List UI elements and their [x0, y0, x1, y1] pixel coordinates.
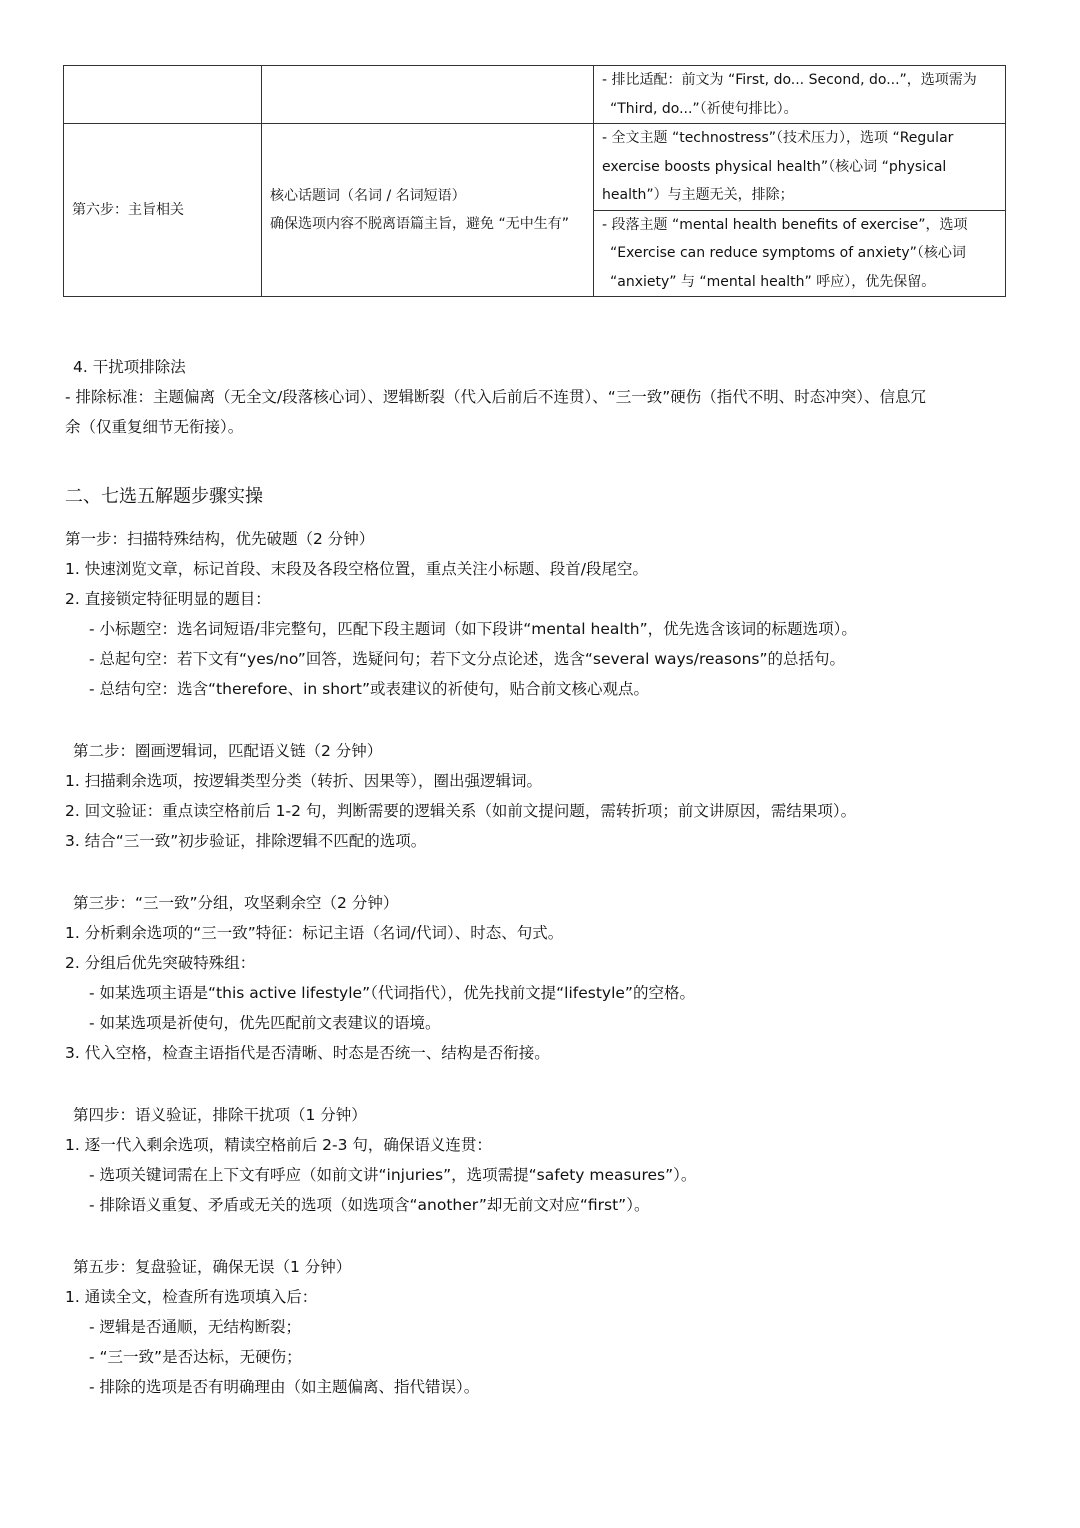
strategy-table: [63, 65, 1006, 297]
cell-line: - 段落主题 “mental health benefits of exercise”，选项: [602, 216, 968, 233]
cell-line: health”）与主题无关，排除；: [602, 187, 794, 203]
cell-line: “Exercise can reduce symptoms of anxiety”（核心词: [610, 245, 966, 261]
section-heading: 二、七选五解题步骤实操: [65, 486, 263, 507]
keyword-cell: [262, 124, 594, 297]
sub-item: - 如某选项是祈使句，优先匹配前文表建议的语境。: [89, 1014, 441, 1032]
step-3: [65, 888, 1025, 1068]
table-cell: [262, 66, 594, 124]
step-5: [65, 1252, 1025, 1402]
sub-item: - 总结句空：选含“therefore、in short”或表建议的祈使句，贴合前文核心观点。: [89, 680, 649, 698]
list-item: 3. 结合“三一致”初步验证，排除逻辑不匹配的选项。: [65, 832, 427, 850]
step-title: 第三步：“三一致”分组，攻坚剩余空（2 分钟）: [73, 894, 399, 912]
sub-item: - 选项关键词需在上下文有呼应（如前文讲“injuries”，选项需提“safety measures”）。: [89, 1166, 697, 1184]
step-title: 第二步：圈画逻辑词，匹配语义链（2 分钟）: [73, 742, 383, 760]
list-item: 1. 扫描剩余选项，按逻辑类型分类（转折、因果等），圈出强逻辑词。: [65, 772, 542, 790]
step-title: 第四步：语义验证，排除干扰项（1 分钟）: [73, 1106, 367, 1124]
step-1: [65, 524, 1025, 704]
cell-line: exercise boosts physical health”（核心词 “physical: [602, 158, 947, 175]
step-title: 第一步：扫描特殊结构，优先破题（2 分钟）: [65, 530, 375, 548]
step-name-cell: 第六步：主旨相关: [64, 124, 262, 297]
sub-item: - 排除的选项是否有明确理由（如主题偏离、指代错误）。: [89, 1378, 480, 1396]
list-item: 2. 分组后优先突破特殊组：: [65, 954, 256, 972]
paragraph-line: 余（仅重复细节无衔接）。: [65, 418, 244, 436]
step-2: [65, 736, 1025, 856]
list-item: 1. 快速浏览文章，标记首段、末段及各段空格位置，重点关注小标题、段首/段尾空。: [65, 560, 648, 578]
sub-item: - 排除语义重复、矛盾或无关的选项（如选项含“another”却无前文对应“first”）。: [89, 1196, 650, 1214]
table-cell: [594, 66, 1006, 124]
cell-line: - 排比适配：前文为 “First, do... Second, do...”，选项需为: [602, 72, 977, 88]
sub-item: - 总起句空：若下文有“yes/no”回答，选疑问句；若下文分点论述，选含“several ways/reasons”的总括句。: [89, 650, 845, 668]
step-4: [65, 1100, 1025, 1220]
cell-line: 核心话题词（名词 / 名词短语）: [270, 187, 466, 204]
list-item: 1. 分析剩余选项的“三一致”特征：标记主语（名词/代词）、时态、句式。: [65, 924, 564, 942]
cell-line: “Third, do...”（祈使句排比）。: [610, 100, 798, 117]
sub-item: - 如某选项主语是“this active lifestyle”（代词指代），优先找前文提“lifestyle”的空格。: [89, 984, 695, 1002]
sub-item: - 小标题空：选名词短语/非完整句，匹配下段主题词（如下段讲“mental health”，优先选含该词的标题选项）。: [89, 620, 857, 638]
sub-item: - 逻辑是否通顺，无结构断裂；: [89, 1318, 302, 1336]
list-item: 2. 直接锁定特征明显的题目：: [65, 590, 271, 608]
cell-line: 确保选项内容不脱离语篇主旨，避免 “无中生有”: [270, 216, 569, 232]
table-row: [64, 66, 1006, 124]
table-cell: [594, 124, 1006, 211]
section-title: 4. 干扰项排除法: [73, 358, 186, 376]
list-item: 3. 代入空格，检查主语指代是否清晰、时态是否统一、结构是否衔接。: [65, 1044, 550, 1062]
list-item: 1. 通读全文，检查所有选项填入后：: [65, 1288, 318, 1306]
cell-line: “anxiety” 与 “mental health” 呼应），优先保留。: [610, 273, 936, 290]
step-title: 第五步：复盘验证，确保无误（1 分钟）: [73, 1258, 352, 1276]
list-item: 2. 回文验证：重点读空格前后 1-2 句，判断需要的逻辑关系（如前文提问题，需转折项；前文讲原因，需结果项）。: [65, 802, 857, 820]
table-cell: [594, 210, 1006, 297]
sub-item: - “三一致”是否达标，无硬伤；: [89, 1348, 302, 1366]
paragraph-line: - 排除标准：主题偏离（无全文/段落核心词）、逻辑断裂（代入后前后不连贯）、“三一致”硬伤（指代不明、时态冲突）、信息冗: [65, 388, 927, 406]
list-item: 1. 逐一代入剩余选项，精读空格前后 2-3 句，确保语义连贯：: [65, 1136, 492, 1154]
section-4: [65, 352, 1025, 442]
table-row: [64, 124, 1006, 211]
table-cell: [64, 66, 262, 124]
cell-line: - 全文主题 “technostress”（技术压力），选项 “Regular: [602, 130, 954, 146]
